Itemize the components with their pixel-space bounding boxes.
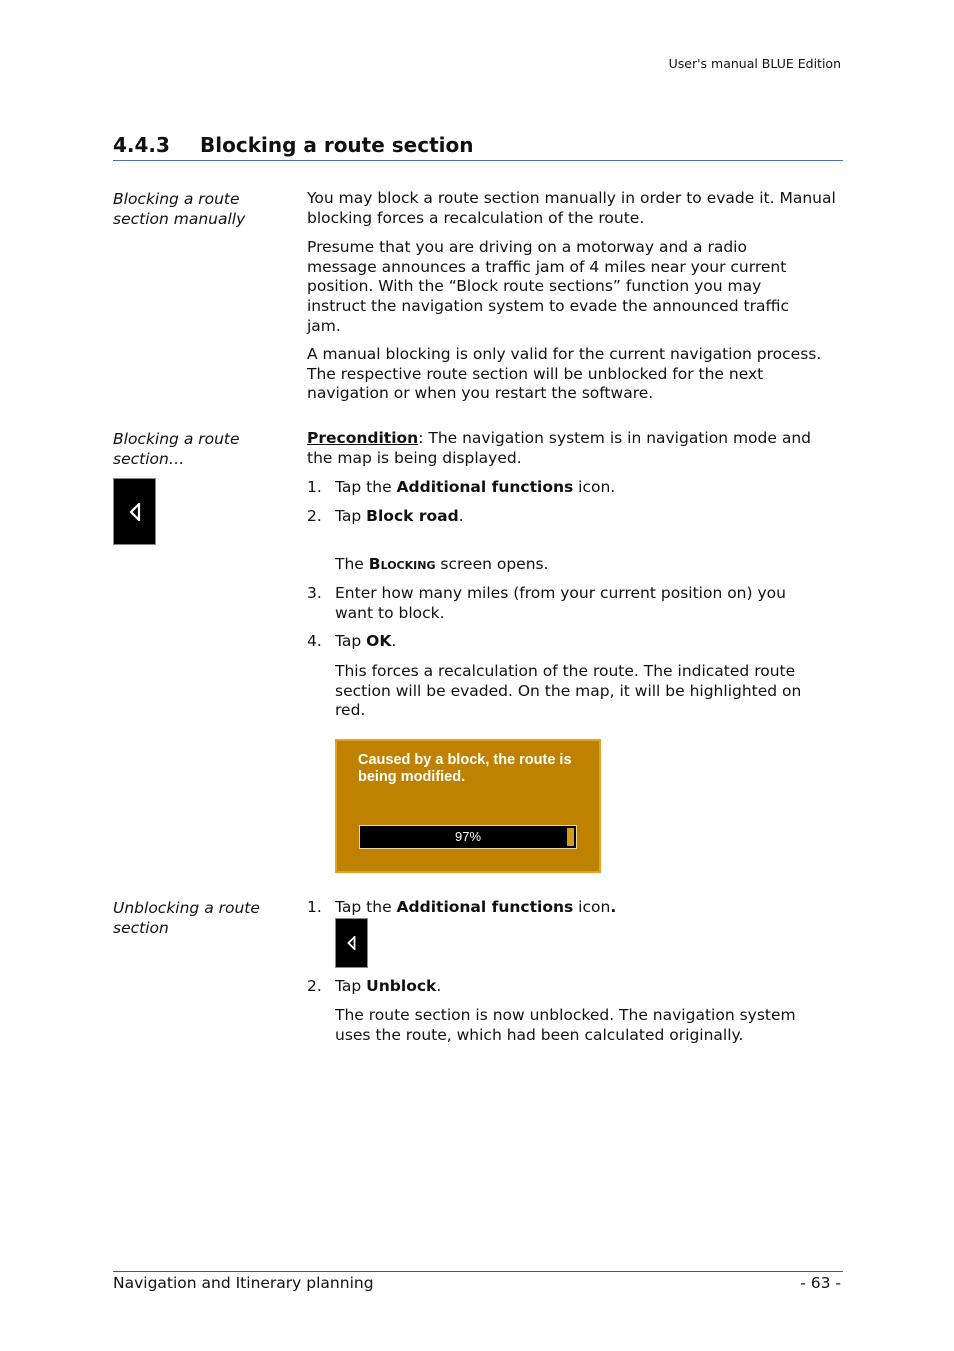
screen-opens-note: The Blocking screen opens. <box>335 555 549 573</box>
step-text: Tap Unblock. <box>335 977 442 995</box>
side-label-blocking-steps: Blocking a route section… <box>113 430 240 468</box>
side-label-manual-block: Blocking a route section manually <box>113 190 246 228</box>
back-arrow-icon <box>129 503 141 521</box>
precondition <box>307 429 837 468</box>
progress-percent: 97% <box>454 829 482 844</box>
paragraph-validity: A manual blocking is only valid for the current navigation process. The respective route section will be unblocked for the next navigation or when you restart the software. <box>307 345 822 403</box>
step-text: Tap Block road. <box>335 507 464 525</box>
step-text: Tap OK. <box>335 632 397 650</box>
ui-term: Unblock <box>366 977 437 995</box>
ui-term: OK <box>366 632 392 650</box>
step-number: 2. <box>307 977 322 995</box>
step-text: Tap the Additional functions icon. <box>335 898 617 916</box>
side-label-unblocking: Unblocking a route section <box>113 899 260 937</box>
step-number: 2. <box>307 507 322 525</box>
route-modified-dialog <box>335 739 601 873</box>
footer-chapter: Navigation and Itinerary planning <box>113 1274 374 1292</box>
step-number: 1. <box>307 898 322 916</box>
precondition-label: Precondition <box>307 429 419 447</box>
page-number: - 63 - <box>800 1274 841 1292</box>
paragraph-example: Presume that you are driving on a motorway and a radio message announces a traffic jam of 4 miles near your current position. With the “Block route sections” function you may instruct the navigation system to evade the announced traffic jam. <box>307 238 790 335</box>
additional-functions-button[interactable] <box>335 918 368 968</box>
ui-term: Block road <box>366 507 459 525</box>
additional-functions-button[interactable] <box>113 478 156 545</box>
section-number: 4.4.3 <box>113 133 170 157</box>
footer-divider <box>113 1271 843 1272</box>
ui-term: Additional functions <box>396 898 574 916</box>
precondition-text: : The navigation system is in navigation mode and the map is being displayed. <box>307 429 811 467</box>
running-header: User's manual BLUE Edition <box>668 56 841 71</box>
result-text: This forces a recalculation of the route. The indicated route section will be evaded. On the map, it will be highlighted on red. <box>335 662 802 720</box>
back-arrow-icon <box>347 936 356 950</box>
paragraph-intro: You may block a route section manually in order to evade it. Manual blocking forces a recalculation of the route. <box>307 189 836 227</box>
progress-bar <box>359 825 577 849</box>
dialog-message: Caused by a block, the route is being modified. <box>358 752 572 785</box>
section-heading <box>113 132 843 161</box>
section-title: Blocking a route section <box>200 133 474 157</box>
step-text: Tap the Additional functions icon. <box>335 478 616 496</box>
step-number: 4. <box>307 632 322 650</box>
step-number: 1. <box>307 478 322 496</box>
step-number: 3. <box>307 584 322 602</box>
result-text: The route section is now unblocked. The navigation system uses the route, which had been calculated originally. <box>335 1006 796 1044</box>
step-text: Enter how many miles (from your current position on) you want to block. <box>335 584 786 622</box>
screen-name: Blocking <box>368 555 436 573</box>
ui-term: Additional functions <box>396 478 574 496</box>
